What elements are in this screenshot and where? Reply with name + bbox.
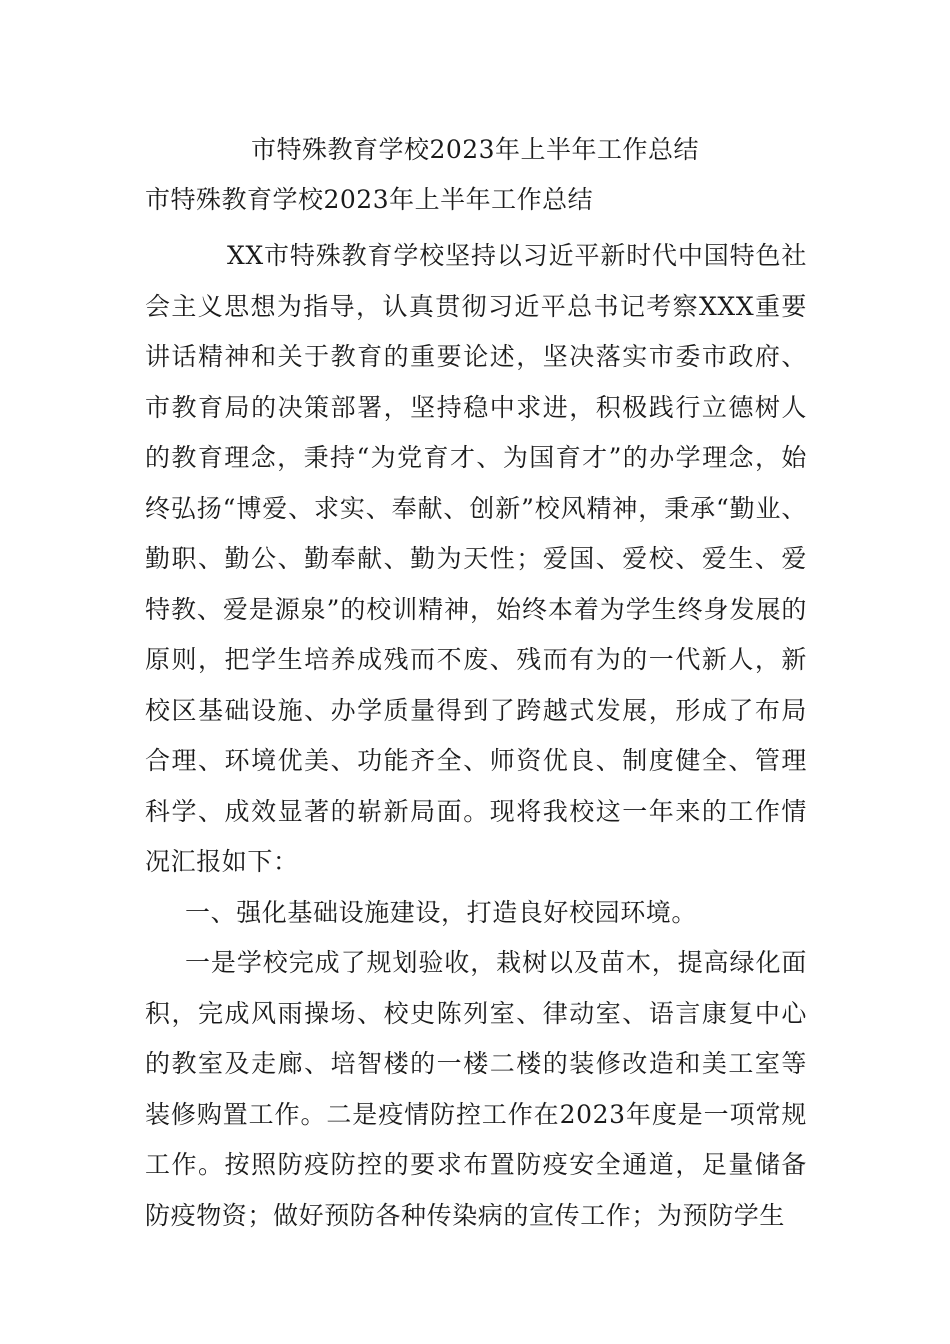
paragraph-infrastructure: 一是学校完成了规划验收，栽树以及苗木，提高绿化面积，完成风雨操场、校史陈列室、律动室、语言康复中心的教室及走廊、培智楼的一楼二楼的装修改造和美工室等装修购置工作。二是疫情防控工作在2023年度是一项常规工作。按照防疫防控的要求布置防疫安全通道，足量储备防疫物资；做好预防各种传染病的宣传工作；为预防学生 (145, 948, 807, 1230)
document-subtitle: 市特殊教育学校2023年上半年工作总结 (145, 185, 594, 214)
document-title: 市特殊教育学校2023年上半年工作总结 (250, 135, 700, 164)
document-body (145, 231, 807, 1241)
paragraph-intro: XX市特殊教育学校坚持以习近平新时代中国特色社会主义思想为指导，认真贯彻习近平总书记考察XXX重要讲话精神和关于教育的重要论述，坚决落实市委市政府、市教育局的决策部署，坚持稳中求进，积极践行立德树人的教育理念，秉持“为党育才、为国育才”的办学理念，始终弘扬“博爱、求实、奉献、创新”校风精神，秉承“勤业、勤职、勤公、勤奉献、勤为天性；爱国、爱校、爱生、爱特教、爱是源泉”的校训精神，始终本着为学生终身发展的原则，把学生培养成残而不废、残而有为的一代新人，新校区基础设施、办学质量得到了跨越式发展，形成了布局合理、环境优美、功能齐全、师资优良、制度健全、管理科学、成效显著的崭新局面。现将我校这一年来的工作情况汇报如下： (145, 241, 807, 876)
section-heading-1: 一、强化基础设施建设，打造良好校园环境。 (185, 897, 698, 927)
